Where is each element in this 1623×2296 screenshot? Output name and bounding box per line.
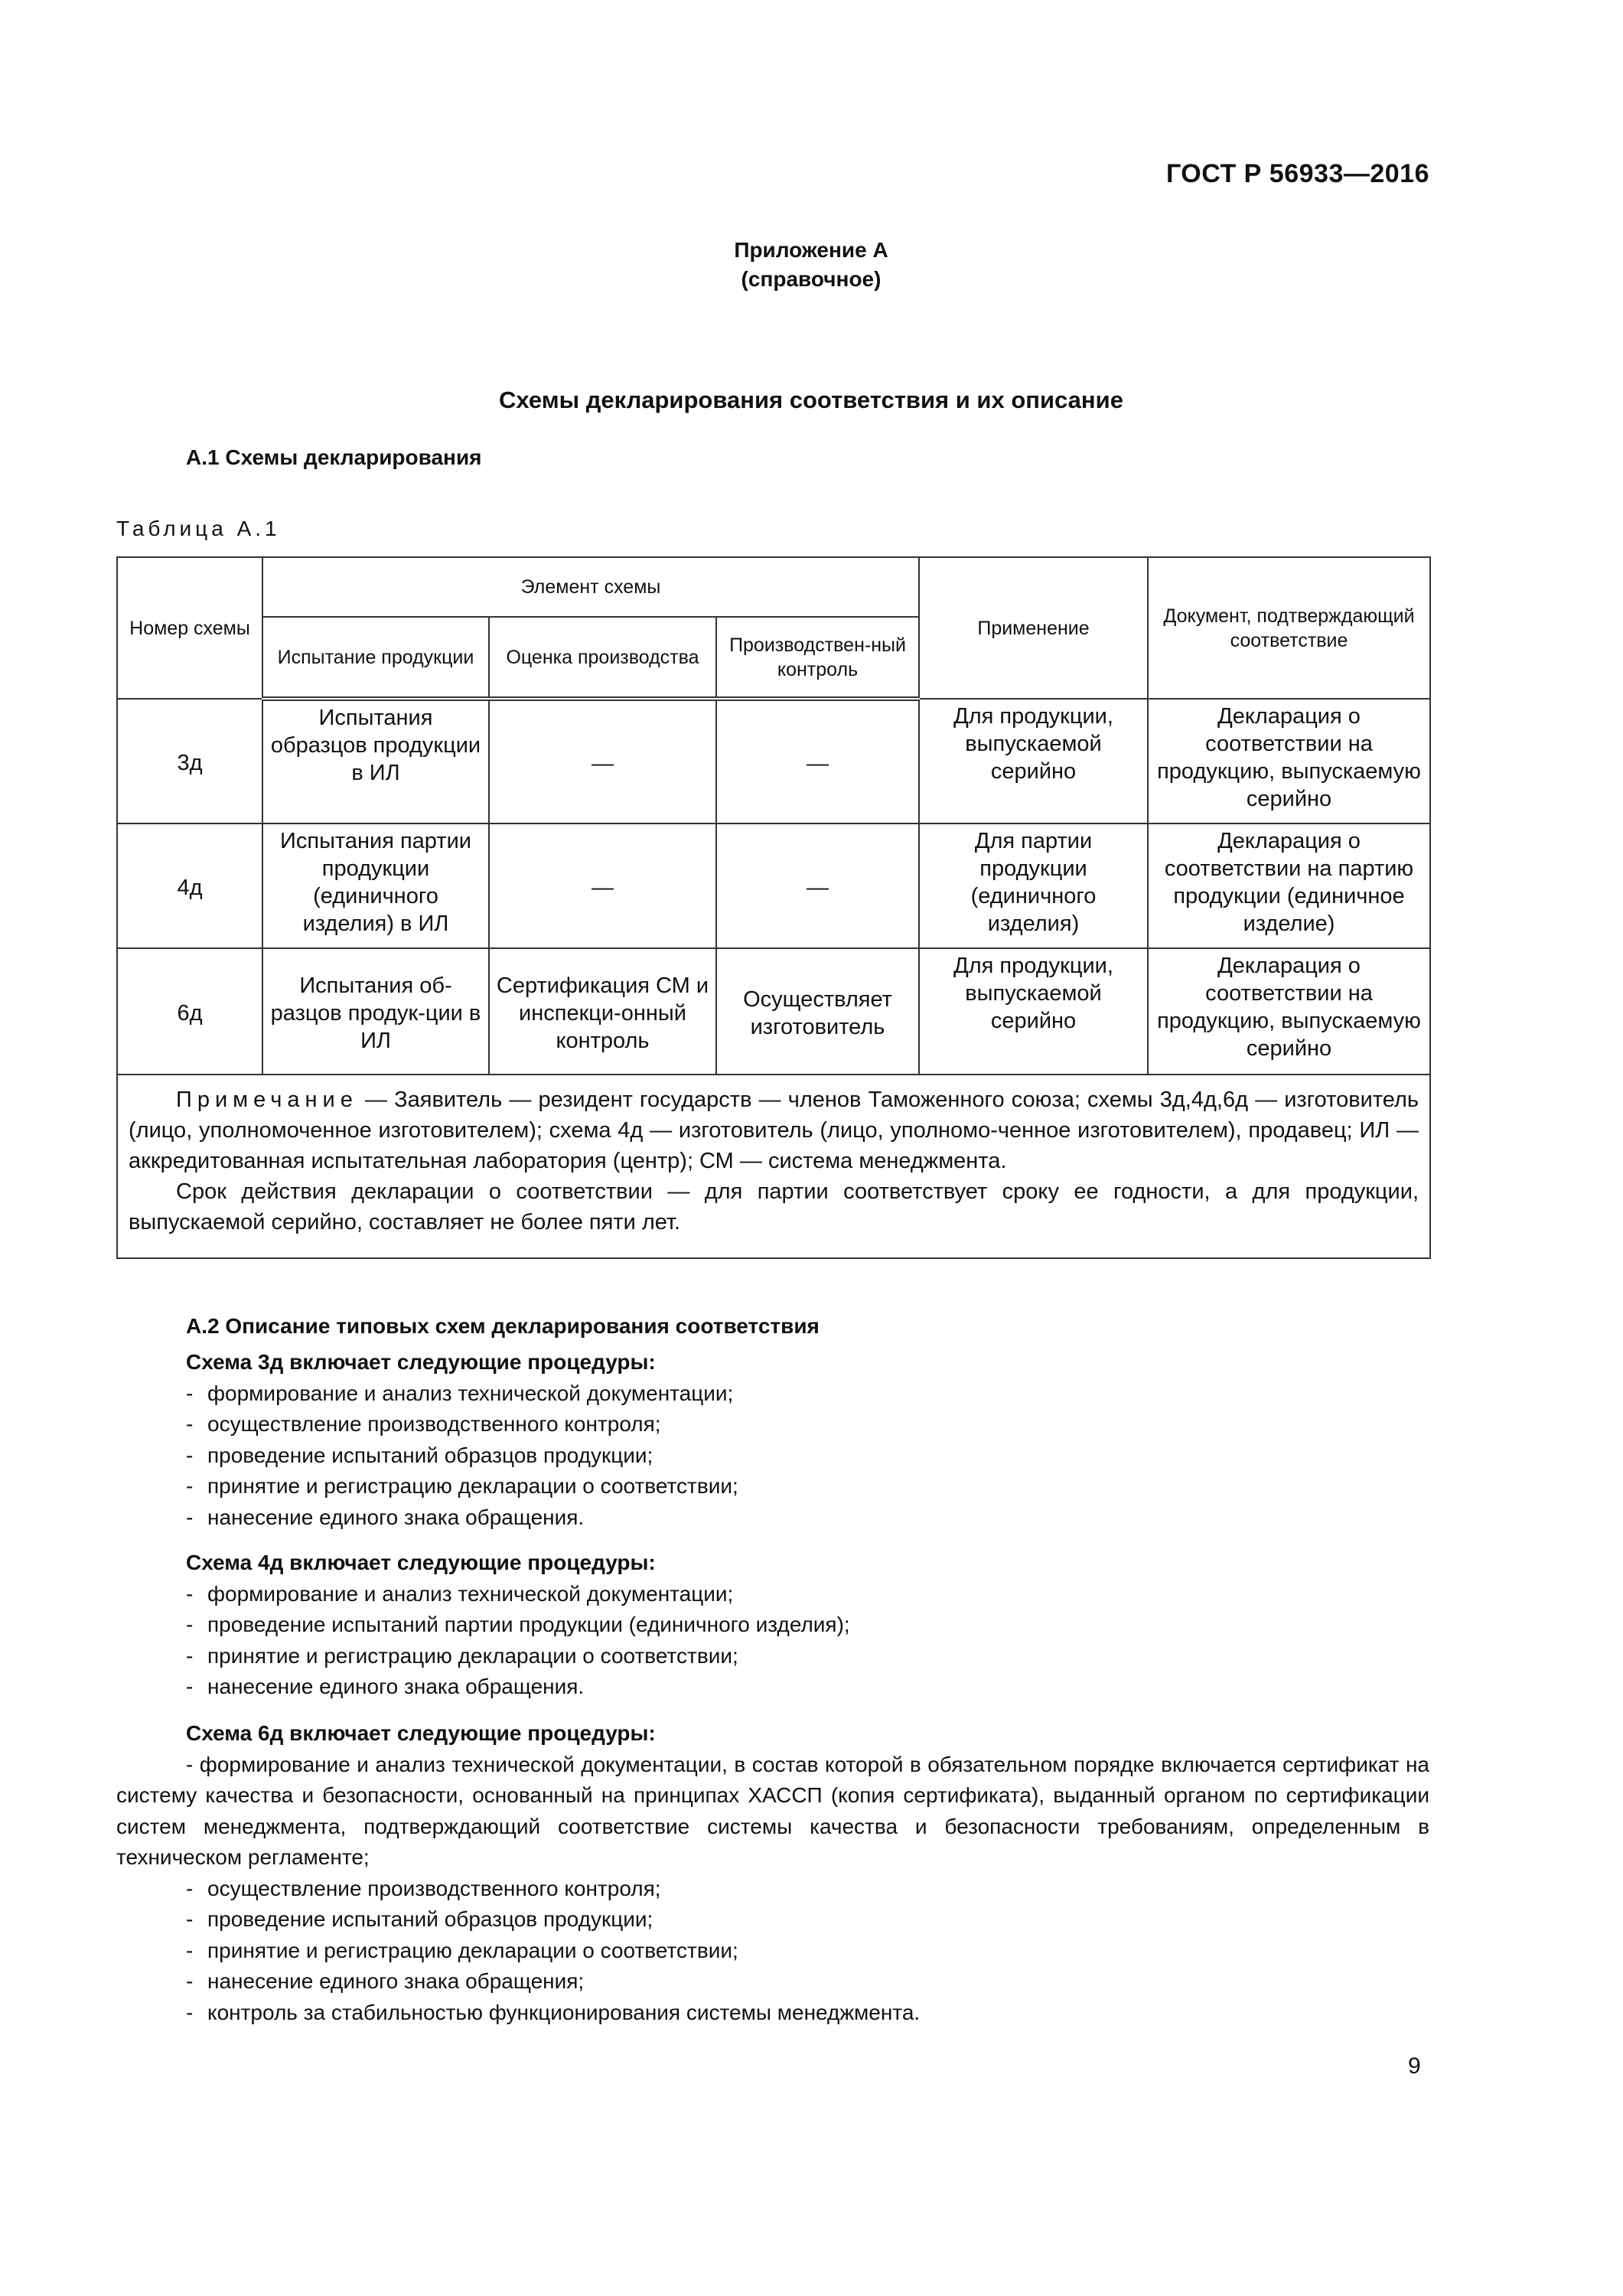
cell-document: Декларация о соответствии на продукцию, выпускаемую серийно [1148, 699, 1430, 823]
header-production-assessment: Оценка производства [489, 617, 716, 699]
cell-document: Декларация о соответствии на продукцию, выпускаемую серийно [1148, 948, 1430, 1075]
cell-application: Для продукции, выпускаемой серийно [919, 699, 1148, 823]
table-row [117, 699, 1430, 823]
cell-production-assessment: Сертификация СМ и инспекци-онный контроль [489, 948, 716, 1075]
scheme-4d-block [116, 1548, 1429, 1703]
scheme-3d-block [116, 1347, 1429, 1533]
header-document: Документ, подтверждающий соответствие [1148, 557, 1430, 699]
scheme-heading: Схема 6д включает следующие процедуры: [186, 1721, 656, 1745]
page-number: 9 [1408, 2053, 1421, 2079]
list-item: - формирование и анализ технической документации; [186, 1581, 734, 1606]
list-item: - нанесение единого знака обращения. [186, 1675, 585, 1698]
list-item: - проведение испытаний партии продукции (единичного изделия); [186, 1613, 850, 1636]
header-product-testing: Испытание продукции [262, 617, 489, 699]
cell-production-control: Осуществляет изготовитель [716, 948, 919, 1075]
list-item: - проведение испытаний образцов продукции; [186, 1443, 653, 1467]
cell-production-control: — [716, 823, 919, 948]
cell-production-control: — [716, 699, 919, 823]
list-item: - нанесение единого знака обращения. [186, 1505, 585, 1529]
scheme-6d-block [116, 1718, 1429, 2028]
main-title: Схемы декларирования соответствия и их описание [499, 386, 1123, 413]
schemes-table [116, 556, 1431, 1259]
list-item: - проведение испытаний образцов продукции; [186, 1907, 653, 1931]
header-application: Применение [919, 557, 1148, 699]
list-item: - принятие и регистрацию декларации о соответствии; [186, 1474, 738, 1498]
header-scheme-element: Элемент схемы [262, 557, 919, 617]
list-item: - нанесение единого знака обращения; [186, 1969, 585, 1993]
note-paragraph [129, 1084, 1419, 1176]
table-note [117, 1075, 1430, 1258]
cell-product-testing: Испытания образцов продукции в ИЛ [262, 699, 489, 823]
cell-production-assessment: — [489, 823, 716, 948]
cell-product-testing: Испытания партии продукции (единичного изделия) в ИЛ [262, 823, 489, 948]
annex-subtitle: (справочное) [741, 267, 882, 291]
header-scheme-number: Номер схемы [117, 557, 262, 699]
cell-scheme: 3д [117, 699, 262, 823]
scheme-heading: Схема 4д включает следующие процедуры: [186, 1551, 656, 1574]
cell-application: Для партии продукции (единичного изделия) [919, 823, 1148, 948]
cell-production-assessment: — [489, 699, 716, 823]
list-item: - принятие и регистрацию декларации о соответствии; [186, 1938, 738, 1962]
list-item: - осуществление производственного контроля; [186, 1412, 661, 1436]
annex-heading [459, 236, 1163, 294]
list-item: - формирование и анализ технической документации; [186, 1381, 734, 1405]
cell-scheme: 4д [117, 823, 262, 948]
annex-title: Приложение А [734, 238, 888, 262]
validity-paragraph: Срок действия декларации о соответствии — для партии соответствует сроку ее годности, а для продукции, выпускаемой серийно, составляет не более пяти лет. [129, 1179, 1419, 1234]
cell-application: Для продукции, выпускаемой серийно [919, 948, 1148, 1075]
section-a2-title: А.2 Описание типовых схем декларирования соответствия [186, 1314, 820, 1338]
list-item: - принятие и регистрацию декларации о соответствии; [186, 1643, 738, 1668]
table-row [117, 948, 1430, 1075]
scheme-heading: Схема 3д включает следующие процедуры: [186, 1350, 656, 1374]
cell-document: Декларация о соответствии на партию продукции (единичное изделие) [1148, 823, 1430, 948]
cell-product-testing: Испытания об-разцов продук-ции в ИЛ [262, 948, 489, 1075]
cell-scheme: 6д [117, 948, 262, 1075]
table-caption: Таблица А.1 [116, 517, 281, 540]
document-code: ГОСТ Р 56933—2016 [1165, 159, 1429, 188]
note-text: — Заявитель — резидент государств — членов Таможенного союза; схемы 3д,4д,6д — изготовитель (лицо, уполномоченное изготовителем); схема 4д — изготовитель (лицо, уполномо-ченное изготовителем), продавец; ИЛ — аккредитованная испытательная лаборатория (центр); СМ — система менеджмента. [129, 1088, 1419, 1173]
table-row [117, 823, 1430, 948]
note-label: Примечание [176, 1088, 358, 1112]
list-item: - формирование и анализ технической документации, в состав которой в обязательном порядке включается сертификат на систему качества и безопасности, основанный на принципах ХАССП (копия сертификата), выданный органом по сертификации систем менеджмента, подтверждающий соответствие системы качества и безопасности требованиям, определенным в техническом регламенте; [116, 1752, 1429, 1869]
list-item: - контроль за стабильностью функционирования системы менеджмента. [186, 2000, 921, 2024]
header-production-control: Производствен-ный контроль [716, 617, 919, 699]
list-item: - осуществление производственного контроля; [186, 1876, 661, 1900]
section-a1-title: А.1 Схемы декларирования [186, 445, 482, 469]
